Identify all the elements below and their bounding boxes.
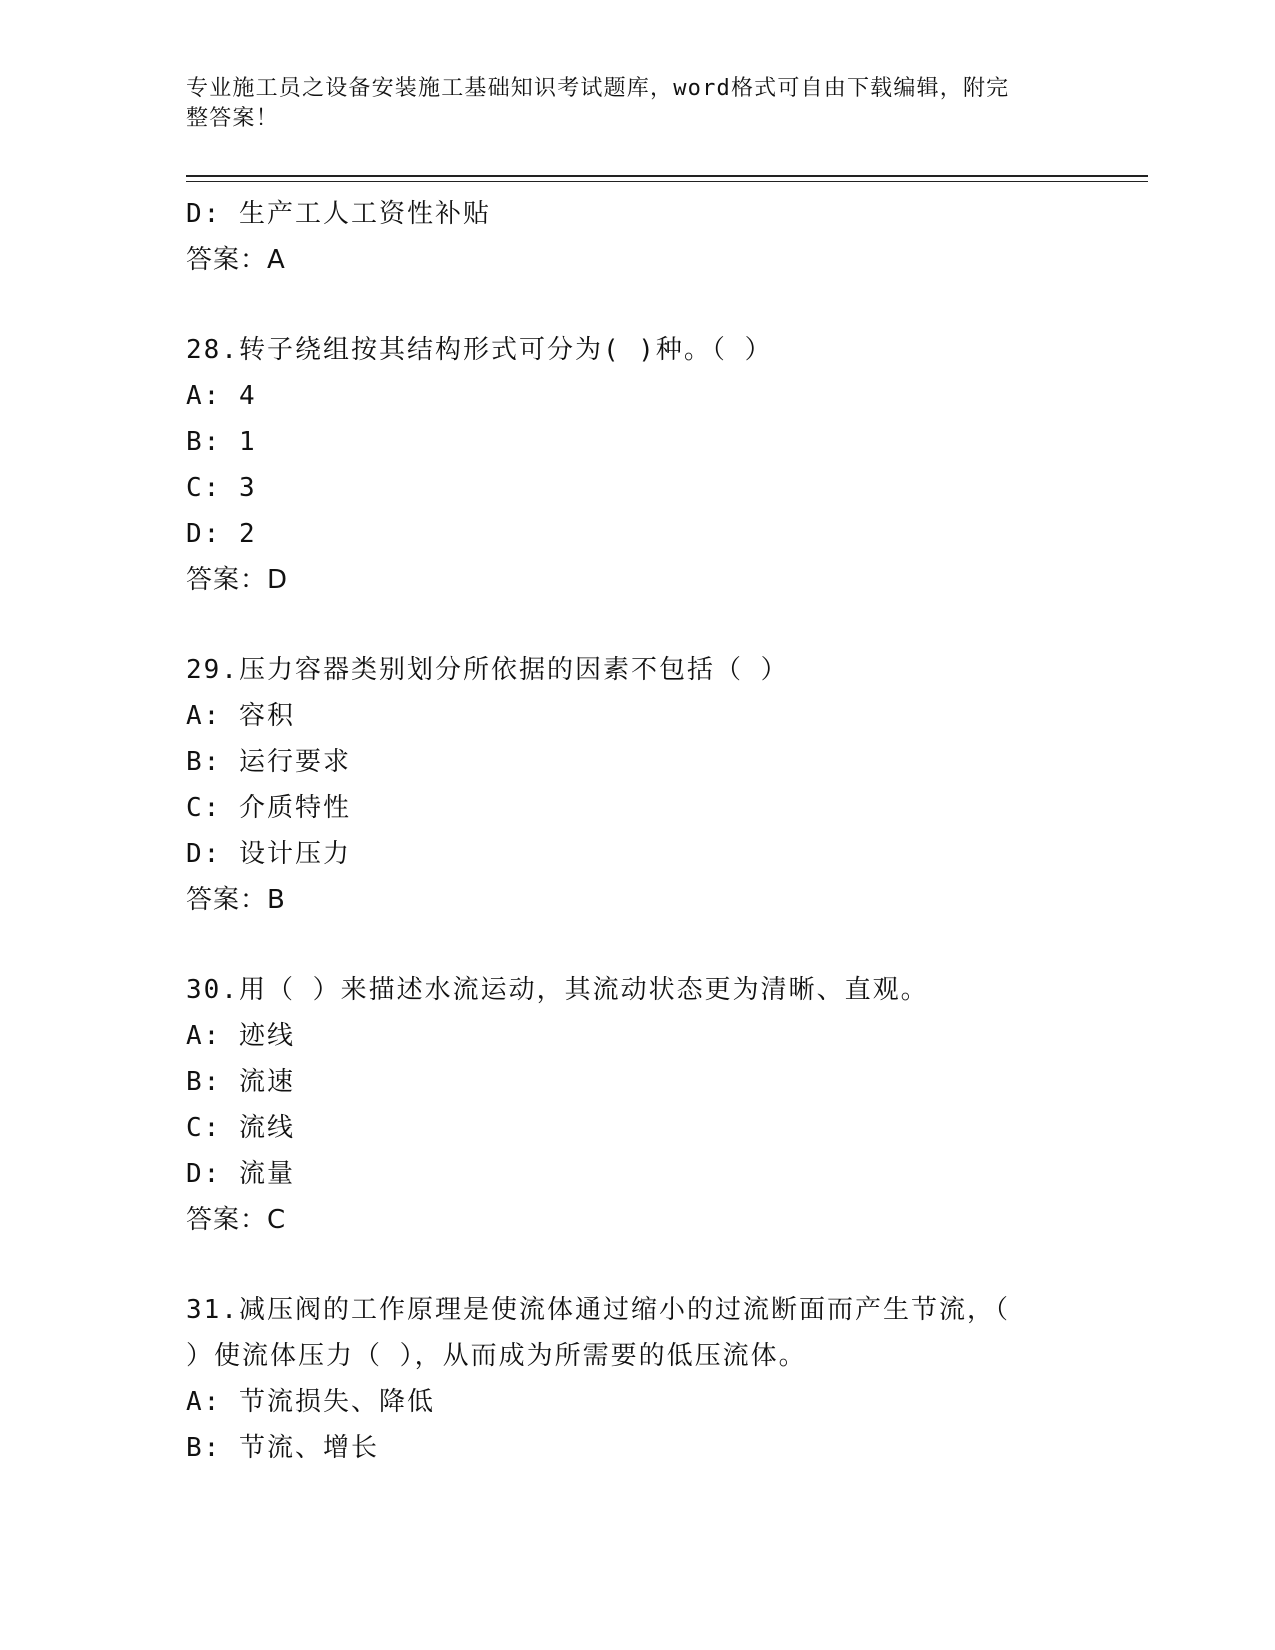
option-d: D: 流量 xyxy=(186,1159,295,1189)
option-b: B: 1 xyxy=(186,427,257,457)
document-header xyxy=(186,74,1086,134)
question-30 xyxy=(186,967,1146,1243)
option-d: D: 2 xyxy=(186,519,257,549)
option-c: C: 介质特性 xyxy=(186,793,351,823)
option-b: B: 节流、增长 xyxy=(186,1433,379,1463)
header-line-1: 专业施工员之设备安装施工基础知识考试题库，word格式可自由下载编辑，附完 xyxy=(186,76,1010,101)
option-a: A: 节流损失、降低 xyxy=(186,1387,435,1417)
header-divider-thick xyxy=(186,175,1148,177)
option-a: A: 4 xyxy=(186,381,257,411)
option-d: D: 设计压力 xyxy=(186,839,351,869)
question-text: 29.压力容器类别划分所依据的因素不包括（ ） xyxy=(186,655,789,685)
question-text: 30.用（ ）来描述水流运动，其流动状态更为清晰、直观。 xyxy=(186,975,929,1005)
question-list xyxy=(186,191,1146,1471)
question-gap xyxy=(186,923,1146,967)
option-b: B: 运行要求 xyxy=(186,747,351,777)
question-31 xyxy=(186,1287,1146,1471)
answer: 答案：B xyxy=(186,885,286,915)
question-text-line-2: ）使流体压力（ ），从而成为所需要的低压流体。 xyxy=(186,1341,807,1371)
option-a: A: 容积 xyxy=(186,701,295,731)
question-text-line-1: 31.减压阀的工作原理是使流体通过缩小的过流断面而产生节流，（ xyxy=(186,1295,1010,1325)
question-29 xyxy=(186,647,1146,923)
question-gap xyxy=(186,283,1146,327)
question-text: 28.转子绕组按其结构形式可分为( )种。（ ） xyxy=(186,335,773,365)
prev-option-d: D: 生产工人工资性补贴 xyxy=(186,199,491,229)
option-c: C: 流线 xyxy=(186,1113,295,1143)
header-divider-thin xyxy=(186,181,1148,182)
prev-answer: 答案：A xyxy=(186,245,286,275)
header-line-2: 整答案！ xyxy=(186,106,279,131)
option-b: B: 流速 xyxy=(186,1067,295,1097)
answer: 答案：D xyxy=(186,565,289,595)
question-28 xyxy=(186,327,1146,603)
question-gap xyxy=(186,1243,1146,1287)
question-gap xyxy=(186,603,1146,647)
option-c: C: 3 xyxy=(186,473,257,503)
answer: 答案：C xyxy=(186,1205,287,1235)
option-a: A: 迹线 xyxy=(186,1021,295,1051)
